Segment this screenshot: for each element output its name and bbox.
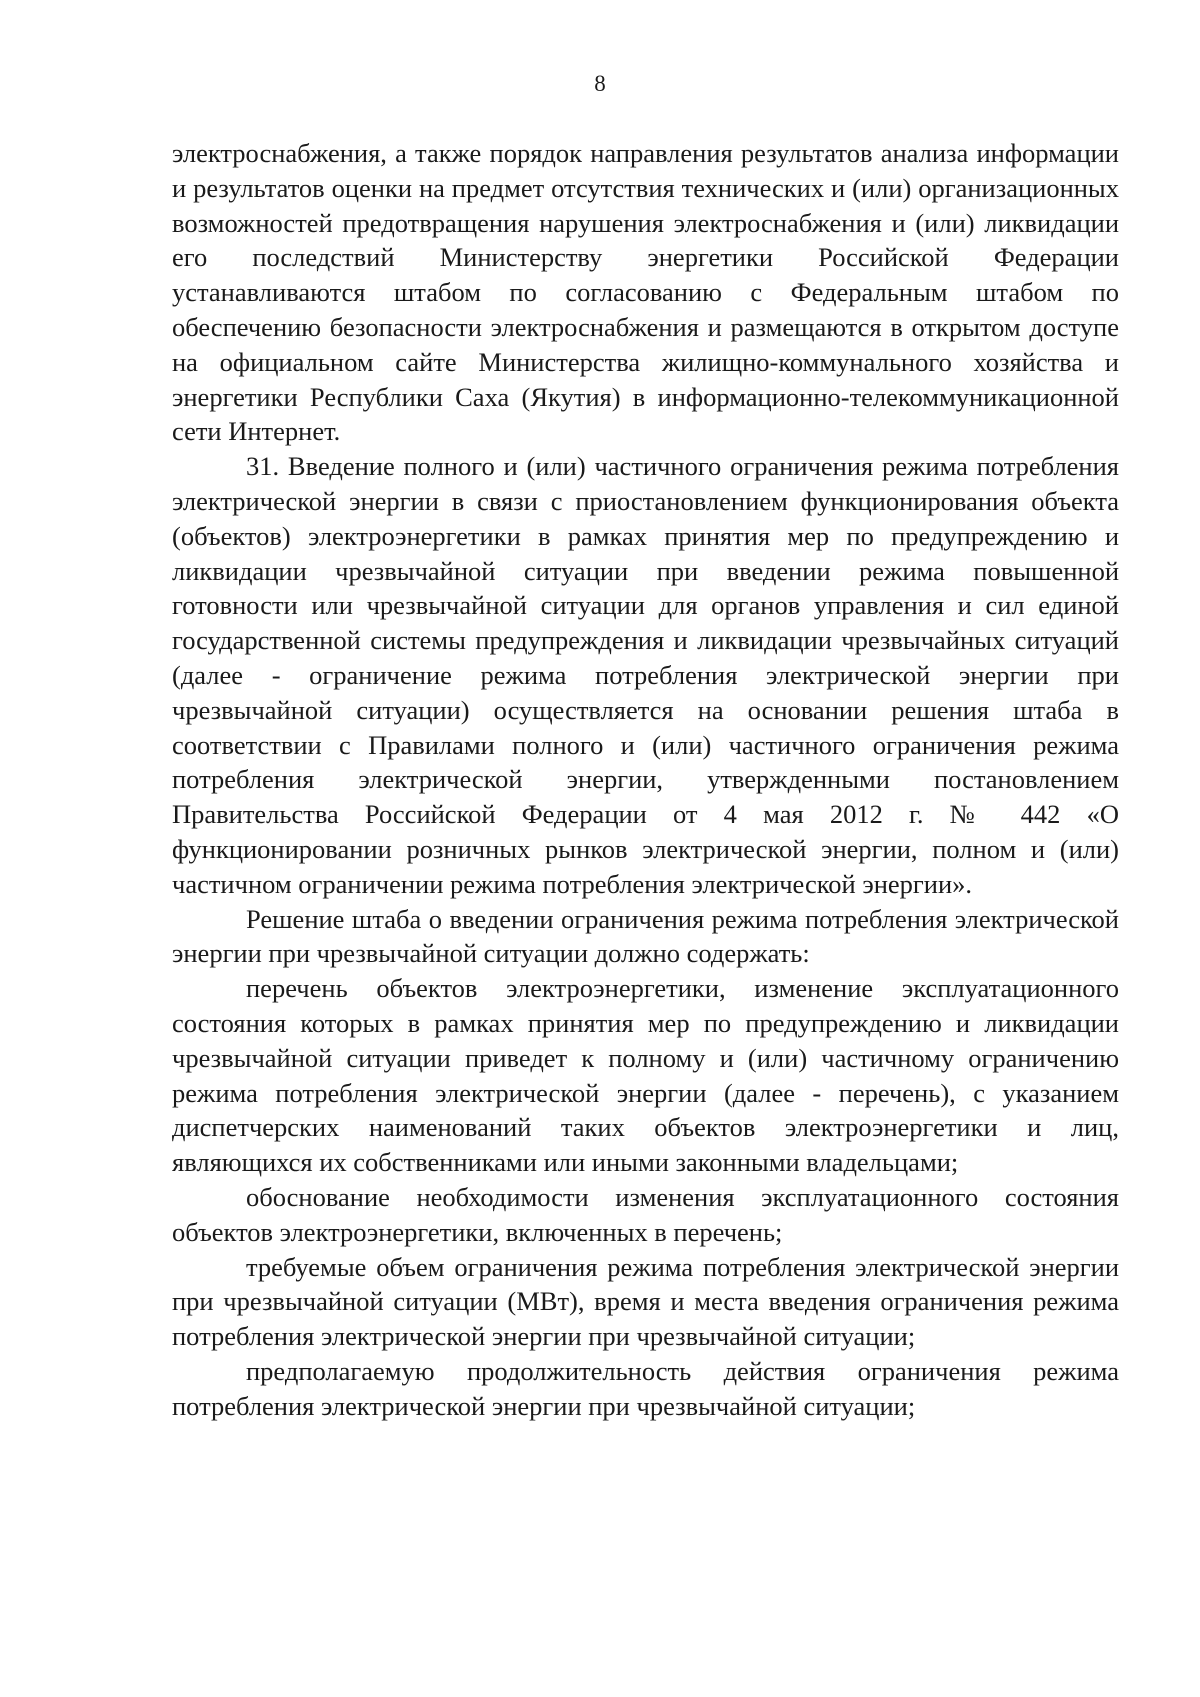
paragraph-continuation: электроснабжения, а также порядок направления результатов анализа информации и результатов оценки на предмет отсутствия технических и (или) организационных возможностей предотвращения нарушения электроснабжения и (или) ликвидации его последствий Министерству энергетики Российской Федерации устанавливаются штабом по согласованию с Федеральным штабом по обеспечению безопасности электроснабжения и размещаются в открытом доступе на официальном сайте Министерства жилищно-коммунального хозяйства и энергетики Республики Саха (Якутия) в информационно-телекоммуникационной сети Интернет.	[172, 138, 1119, 447]
list-item-duration: предполагаемую продолжительность действия ограничения режима потребления электрической энергии при чрезвычайной ситуации;	[172, 1355, 1119, 1421]
paragraph-decision-intro: Решение штаба о введении ограничения режима потребления электрической энергии при чрезвычайной ситуации должно содержать:	[172, 903, 1119, 969]
paragraph-item-31: 31. Введение полного и (или) частичного ограничения режима потребления электрической энергии в связи с приостановлением функционирования объекта (объектов) электроэнергетики в рамках принятия мер по предупреждению и ликвидации чрезвычайной ситуации при введении режима повышенной готовности или чрезвычайной ситуации для органов управления и сил единой государственной системы предупреждения и ликвидации чрезвычайных ситуаций (далее - ограничение режима потребления электрической энергии при чрезвычайной ситуации) осуществляется на основании решения штаба в соответствии с Правилами полного и (или) частичного ограничения режима потребления электрической энергии, утвержденными постановлением Правительства Российской Федерации от 4 мая 2012 г. № 442 «О функционировании розничных рынков электрической энергии, полном и (или) частичном ограничении режима потребления электрической энергии».	[172, 451, 1119, 899]
page-number: 8	[594, 71, 606, 96]
list-item-justification: обоснование необходимости изменения эксплуатационного состояния объектов электроэнергетики, включенных в перечень;	[172, 1181, 1119, 1247]
document-body	[172, 136, 1119, 1423]
list-item-required-volume: требуемые объем ограничения режима потребления электрической энергии при чрезвычайной ситуации (МВт), время и места введения ограничения режима потребления электрической энергии при чрезвычайной ситуации;	[172, 1251, 1119, 1352]
list-item-objects: перечень объектов электроэнергетики, изменение эксплуатационного состояния которых в рамках принятия мер по предупреждению и ликвидации чрезвычайной ситуации приведет к полному и (или) частичному ограничению режима потребления электрической энергии (далее - перечень), с указанием диспетчерских наименований таких объектов электроэнергетики и лиц, являющихся их собственниками или иными законными владельцами;	[172, 973, 1119, 1178]
